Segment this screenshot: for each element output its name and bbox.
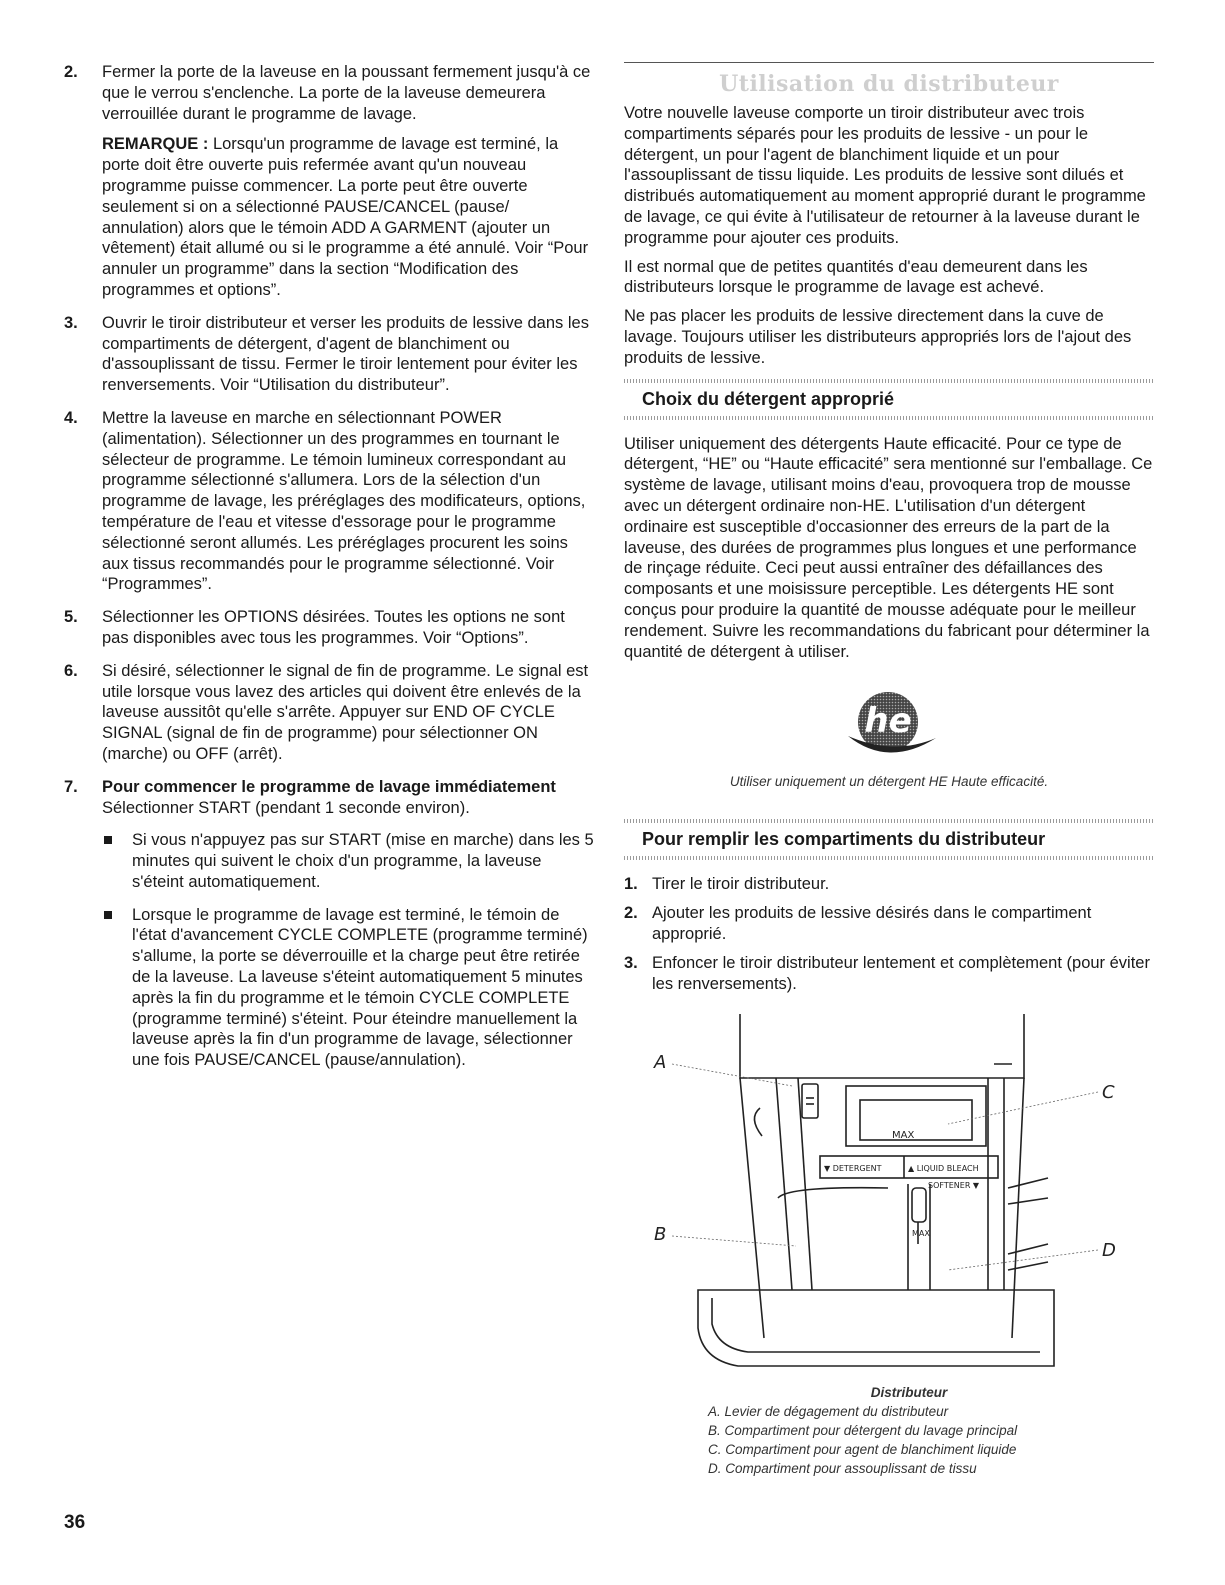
step-number: 6. (64, 661, 78, 680)
note (102, 134, 594, 300)
bleach-panel-label: ▲ LIQUID BLEACH (908, 1164, 979, 1174)
note-text: Lorsqu'un programme de lavage est terminé, la porte doit être ouverte puis refermée avant qu'un nouveau programme puisse commencer. La porte peut être ouverte seulement si on a sélectionné PAUSE/CANCEL (pause/ annulation) alors que le témoin ADD A GARMENT (ajouter un vêtement) était allumé ou si le programme a été annulé. Voir “Pour annuler un programme” dans la section “Modification des programmes et options”. (102, 135, 589, 299)
step-text: Tirer le tiroir distributeur. (652, 875, 830, 894)
step-text: Sélectionner START (pendant 1 seconde environ). (102, 798, 470, 817)
step-7 (64, 777, 594, 1083)
fill-step (624, 874, 1154, 895)
fill-heading: Pour remplir les compartiments du distributeur (624, 819, 1154, 860)
label-b: B (654, 1224, 667, 1246)
step-number: 2. (624, 904, 638, 923)
step-title: Pour commencer le programme de lavage immédiatement (102, 777, 556, 796)
diagram-caption (708, 1383, 1154, 1478)
step-number: 5. (64, 608, 78, 627)
bullet-item: Si vous n'appuyez pas sur START (mise en marche) dans les 5 minutes qui suivent le choix d'un programme, la laveuse s'éteint automatiquement. (102, 830, 594, 892)
page-number: 36 (64, 1512, 86, 1533)
caption-item: B. Compartiment pour détergent du lavage principal (708, 1423, 1018, 1439)
step-text: Mettre la laveuse en marche en sélectionnant POWER (alimentation). Sélectionner un des programmes en tournant le sélecteur de programme. Le témoin lumineux correspondant au programme sélectionné s'allumera. Lors de la sélection d'un programme de lavage, les préréglages des modificateurs, options, température de l'eau et vitesse d'essorage pour le programme sélectionné seront allumés. Les préréglages procurent les soins aux tissus recommandés pour le programme sélectionné. Voir “Programmes”. (102, 408, 586, 594)
dispenser-diagram (628, 1008, 1128, 1378)
bullet-item: Lorsque le programme de lavage est terminé, le témoin de l'état d'avancement CYCLE COMPLETE (programme terminé) s'allume, la porte se déverrouille et la charge peut être retirée de la laveuse. La laveuse s'éteint automatiquement 5 minutes après la fin du programme et le témoin CYCLE COMPLETE (programme terminé) s'éteint. Pour éteindre manuellement la laveuse après la fin d'un programme de lavage, sélectionner une fois PAUSE/CANCEL (pause/annulation). (102, 905, 594, 1071)
step-number: 7. (64, 777, 78, 796)
step-4 (64, 408, 594, 595)
step-number: 2. (64, 63, 78, 81)
caption-item: D. Compartiment pour assouplissant de tissu (708, 1461, 977, 1477)
intro-paragraph: Il est normal que de petites quantités d'eau demeurent dans les distributeurs lorsque le programme de lavage est achevé. (624, 257, 1088, 297)
intro-paragraph: Votre nouvelle laveuse comporte un tiroir distributeur avec trois compartiments séparés pour les produits de lessive - un pour le détergent, un pour l'agent de blanchiment liquide et un pour l'assouplissant de tissu liquide. Les produits de lessive sont dilués et distribués automatiquement au moment approprié durant le programme de lavage, ce qui évite à l'utilisateur de retourner à la laveuse durant le programme pour ajouter ces produits. (624, 104, 1146, 247)
step-number: 3. (624, 953, 638, 972)
step-text: Ouvrir le tiroir distributeur et verser les produits de lessive dans les compartiments de détergent, d'agent de blanchiment ou d'assouplissant de tissu. Fermer le tiroir lentement pour éviter les renversements. Voir “Utilisation du distributeur”. (102, 313, 589, 395)
detergent-panel-label: ▼ DETERGENT (824, 1164, 882, 1174)
step-number: 3. (64, 313, 78, 332)
step-3 (64, 313, 594, 396)
softener-panel-label: SOFTENER ▼ (928, 1181, 980, 1191)
label-a: A (654, 1052, 667, 1074)
fill-step (624, 903, 1154, 945)
step-6 (64, 661, 594, 765)
right-column (624, 62, 1154, 1478)
fill-steps (624, 874, 1154, 994)
step-number: 4. (64, 408, 78, 427)
max-label: MAX (892, 1130, 915, 1142)
note-label: REMARQUE : (102, 135, 209, 154)
step-text: Enfoncer le tiroir distributeur lentement et complètement (pour éviter les renversements). (652, 953, 1150, 993)
label-d: D (1102, 1240, 1116, 1262)
step-text: Si désiré, sélectionner le signal de fin de programme. Le signal est utile lorsque vous lavez des articles qui doivent être enlevés de la laveuse aussitôt qu'elle s'arrête. Appuyer sur END OF CYCLE SIGNAL (signal de fin de programme) pour sélectionner ON (marche) ou OFF (arrêt). (102, 661, 589, 763)
step-2 (64, 62, 594, 301)
left-column (64, 62, 594, 1095)
detergent-heading: Choix du détergent approprié (624, 379, 1154, 420)
step-5 (64, 607, 594, 649)
step-number: 1. (624, 875, 638, 894)
bullet-list (102, 830, 594, 1071)
he-logo-icon (834, 686, 944, 764)
top-rule (624, 62, 1154, 63)
intro-paragraph: Ne pas placer les produits de lessive directement dans la cuve de lavage. Toujours utiliser les distributeurs appropriés lors de l'ajout des produits de lessive. (624, 307, 1132, 367)
fill-step (624, 953, 1154, 995)
diagram-title: Distributeur (870, 1385, 948, 1401)
label-c: C (1102, 1082, 1115, 1104)
logo-caption: Utiliser uniquement un détergent HE Haute efficacité. (729, 774, 1049, 790)
bullet-square-icon (104, 836, 112, 844)
caption-item: C. Compartiment pour agent de blanchiment liquide (708, 1442, 1017, 1458)
section-title: Utilisation du distributeur (719, 71, 1059, 97)
he-logo-text: he (864, 701, 912, 742)
step-text: Ajouter les produits de lessive désirés dans le compartiment approprié. (652, 904, 1092, 943)
bullet-square-icon (104, 911, 112, 919)
caption-item: A. Levier de dégagement du distributeur (708, 1404, 949, 1420)
step-text: Fermer la porte de la laveuse en la poussant fermement jusqu'à ce que le verrou s'enclenche. La porte de la laveuse demeurera verrouillée durant le programme de lavage. (102, 63, 591, 123)
max-label: MAX (912, 1229, 930, 1239)
step-text: Sélectionner les OPTIONS désirées. Toutes les options ne sont pas disponibles avec tous les programmes. Voir “Options”. (102, 608, 565, 647)
detergent-text: Utiliser uniquement des détergents Haute efficacité. Pour ce type de détergent, “HE” ou “Haute efficacité” sera mentionné sur l'emballage. Ce système de lavage, utilisant moins d'eau, provoquera trop de mousse avec un détergent ordinaire non-HE. L'utilisation d'un détergent ordinaire est susceptible d'occasionner des erreurs de la part de la laveuse, des durées de programmes plus longues et une performance de rinçage réduite. Ceci peut aussi entraîner des défaillances des composants et une moisissure perceptible. Les détergents HE sont conçus pour produire la quantité de mousse adéquate pour le meilleur rendement. Suivre les recommandations du fabricant pour déterminer la quantité de détergent à utiliser. (624, 434, 1153, 661)
